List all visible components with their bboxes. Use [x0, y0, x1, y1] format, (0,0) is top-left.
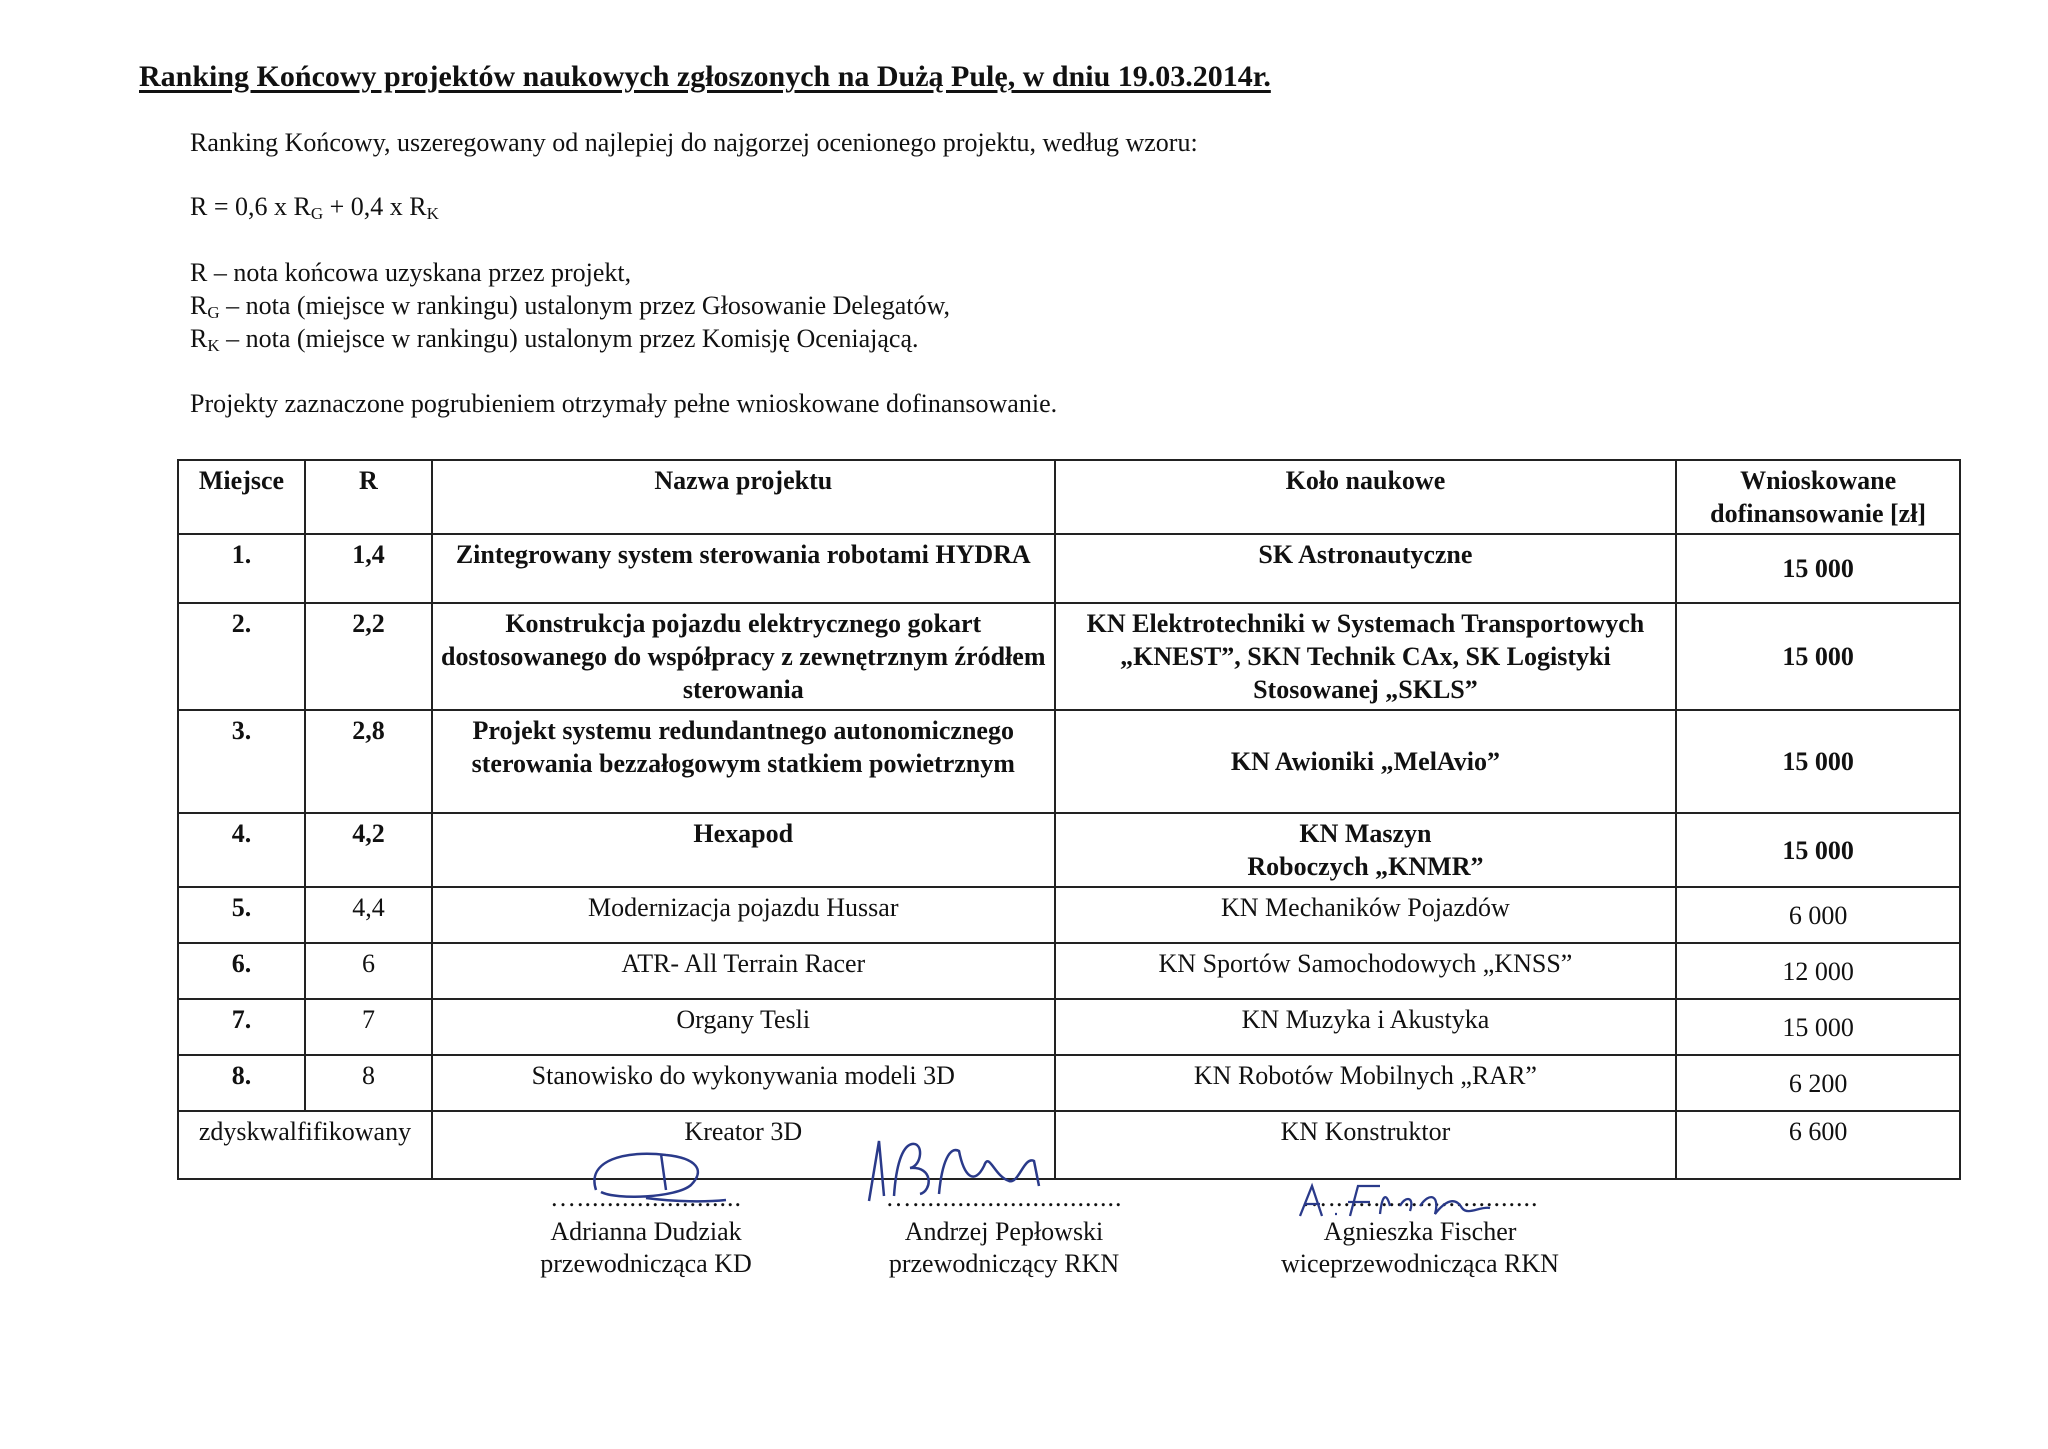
cell-r: 4,2: [305, 813, 432, 887]
formula: [190, 192, 439, 224]
cell-project-name: Hexapod: [432, 813, 1055, 887]
cell-funding: 12 000: [1676, 943, 1960, 999]
definition-text: – nota końcowa uzyskana przez projekt,: [207, 258, 632, 287]
table-row: [178, 813, 1960, 887]
table-row: [178, 603, 1960, 710]
table-header-row: [178, 460, 1960, 534]
signature-block: [1240, 1180, 1600, 1280]
table-row: [178, 710, 1960, 813]
cell-place: 4.: [178, 813, 305, 887]
cell-club: SK Astronautyczne: [1055, 534, 1677, 603]
cell-r: 1,4: [305, 534, 432, 603]
header-r: R: [305, 460, 432, 534]
definition-subscript: K: [207, 336, 220, 355]
handwritten-signature: [466, 1130, 826, 1220]
cell-funding: 15 000: [1676, 603, 1960, 710]
cell-funding: 15 000: [1676, 813, 1960, 887]
signature-dots: …............................: [885, 1183, 1123, 1212]
cell-project-name: Konstrukcja pojazdu elektrycznego gokart dostosowanego do współpracy z zewnętrznym źródłem sterowania: [432, 603, 1055, 710]
cell-funding: 6 600: [1676, 1111, 1960, 1179]
definition-rg: [190, 291, 950, 323]
signer-name: Andrzej Pepłowski: [904, 1217, 1104, 1246]
cell-r: 2,8: [305, 710, 432, 813]
table-row: [178, 943, 1960, 999]
intro-text: Ranking Końcowy, uszeregowany od najlepiej do najgorzej ocenionego projektu, według wzoru:: [190, 128, 1198, 157]
cell-club: KN Sportów Samochodowych „KNSS”: [1055, 943, 1677, 999]
definition-rk: [190, 324, 919, 356]
signature-dots: …......................: [550, 1183, 742, 1212]
cell-funding: 15 000: [1676, 999, 1960, 1055]
definition-subscript: G: [207, 303, 220, 322]
definition-r: [190, 258, 631, 288]
signer-role: przewodniczący RKN: [888, 1249, 1120, 1278]
cell-place: 1.: [178, 534, 305, 603]
cell-r: 4,4: [305, 887, 432, 943]
formula-part-b: + 0,4 x R: [323, 192, 427, 221]
cell-disqualified-label: zdyskwalfifikowany: [178, 1111, 432, 1179]
header-funding: Wnioskowane dofinansowanie [zł]: [1676, 460, 1960, 534]
cell-r: 8: [305, 1055, 432, 1111]
signature-dots: …............................: [1301, 1183, 1539, 1212]
table-row: [178, 1055, 1960, 1111]
cell-project-name: Kreator 3D: [432, 1111, 1055, 1179]
cell-place: 2.: [178, 603, 305, 710]
cell-club: KN Awioniki „MelAvio”: [1055, 710, 1677, 813]
signer-role: wiceprzewodnicząca RKN: [1281, 1249, 1559, 1278]
cell-r: 7: [305, 999, 432, 1055]
cell-funding: 15 000: [1676, 534, 1960, 603]
definition-symbol: R: [190, 324, 208, 353]
cell-place: 3.: [178, 710, 305, 813]
cell-club: KN Mechaników Pojazdów: [1055, 887, 1677, 943]
formula-part-a: R = 0,6 x R: [190, 192, 311, 221]
header-project-name: Nazwa projektu: [432, 460, 1055, 534]
definition-text: – nota (miejsce w rankingu) ustalonym przez Komisję Oceniającą.: [219, 324, 919, 353]
signature-block: [824, 1180, 1184, 1280]
cell-project-name: Projekt systemu redundantnego autonomicznego sterowania bezzałogowym statkiem powietrznym: [432, 710, 1055, 813]
formula-sub-g: G: [310, 204, 324, 223]
handwritten-signature: [824, 1106, 1184, 1206]
cell-place: 7.: [178, 999, 305, 1055]
cell-project-name: ATR- All Terrain Racer: [432, 943, 1055, 999]
cell-r: 6: [305, 943, 432, 999]
definition-symbol: R: [190, 258, 208, 287]
table-row: [178, 999, 1960, 1055]
cell-project-name: Stanowisko do wykonywania modeli 3D: [432, 1055, 1055, 1111]
cell-funding: 6 000: [1676, 887, 1960, 943]
signature-block: [466, 1180, 826, 1280]
signer-role: przewodnicząca KD: [540, 1249, 752, 1278]
bold-note: Projekty zaznaczone pogrubieniem otrzymały pełne wnioskowane dofinansowanie.: [190, 389, 1058, 418]
header-club: Koło naukowe: [1055, 460, 1677, 534]
cell-project-name: Modernizacja pojazdu Hussar: [432, 887, 1055, 943]
document-title: Ranking Końcowy projektów naukowych zgłoszonych na Dużą Pulę, w dniu 19.03.2014r.: [139, 60, 1271, 93]
cell-funding: 6 200: [1676, 1055, 1960, 1111]
cell-club: KN Muzyka i Akustyka: [1055, 999, 1677, 1055]
signer-name: Agnieszka Fischer: [1323, 1217, 1517, 1246]
header-place: Miejsce: [178, 460, 305, 534]
cell-place: 5.: [178, 887, 305, 943]
cell-club: KN Elektrotechniki w Systemach Transportowych „KNEST”, SKN Technik CAx, SK Logistyki Stosowanej „SKLS”: [1055, 603, 1677, 710]
cell-place: 6.: [178, 943, 305, 999]
definition-symbol: R: [190, 291, 208, 320]
handwritten-signature: [1240, 1136, 1600, 1226]
formula-sub-k: K: [426, 204, 439, 223]
signer-name: Adrianna Dudziak: [550, 1217, 742, 1246]
cell-club: KN Konstruktor: [1055, 1111, 1677, 1179]
definition-text: – nota (miejsce w rankingu) ustalonym przez Głosowanie Delegatów,: [219, 291, 951, 320]
ranking-table: [177, 459, 1961, 1180]
cell-funding: 15 000: [1676, 710, 1960, 813]
cell-project-name: Zintegrowany system sterowania robotami HYDRA: [432, 534, 1055, 603]
cell-r: 2,2: [305, 603, 432, 710]
cell-project-name: Organy Tesli: [432, 999, 1055, 1055]
table-row: [178, 887, 1960, 943]
cell-club: KN Maszyn Roboczych „KNMR”: [1055, 813, 1677, 887]
table-row: [178, 534, 1960, 603]
cell-place: 8.: [178, 1055, 305, 1111]
cell-club: KN Robotów Mobilnych „RAR”: [1055, 1055, 1677, 1111]
